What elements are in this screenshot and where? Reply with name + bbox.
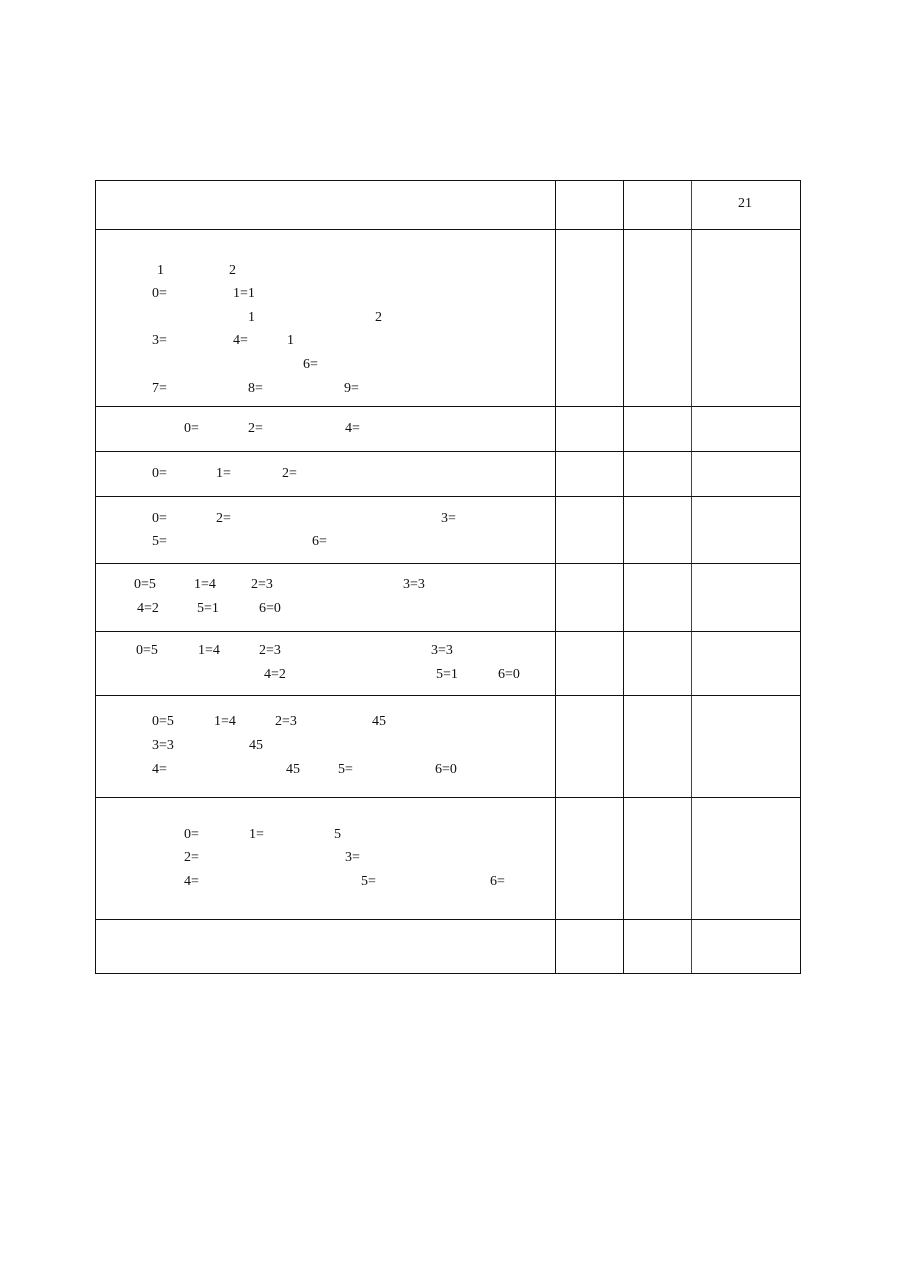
cell-text: 3=	[152, 333, 167, 348]
cell-text: 2=	[184, 850, 199, 865]
cell-text: 3=3	[152, 738, 174, 753]
cell-text: 0=5	[152, 714, 174, 729]
table-row	[96, 496, 800, 563]
cell-text: 4=	[152, 762, 167, 777]
cell-text: 0=	[152, 511, 167, 526]
cell-text: 45	[372, 714, 386, 729]
cell-text: 5=	[361, 874, 376, 889]
cell-text: 1=	[216, 466, 231, 481]
cell-text: 0=	[152, 466, 167, 481]
cell-text: 0=	[184, 827, 199, 842]
score-cell-label: 21	[738, 196, 752, 211]
cell-text: 6=0	[259, 601, 281, 616]
cell-text: 4=	[184, 874, 199, 889]
cell-text: 5=	[338, 762, 353, 777]
cell-text: 3=	[345, 850, 360, 865]
table-row	[96, 563, 800, 631]
cell-text: 1	[287, 333, 294, 348]
cell-text: 1=4	[214, 714, 236, 729]
cell-text: 45	[249, 738, 263, 753]
cell-text: 4=	[345, 421, 360, 436]
cell-text: 1	[157, 263, 164, 278]
table-row	[96, 631, 800, 695]
table-row	[96, 229, 800, 406]
table-row	[96, 451, 800, 496]
cell-text: 2=3	[275, 714, 297, 729]
table-row	[96, 695, 800, 797]
scoring-table	[95, 180, 801, 974]
cell-text: 0=	[152, 286, 167, 301]
cell-text: 1	[248, 310, 255, 325]
cell-text: 4=2	[137, 601, 159, 616]
cell-text: 3=	[441, 511, 456, 526]
cell-text: 4=2	[264, 667, 286, 682]
cell-text: 0=5	[134, 577, 156, 592]
cell-text: 2=	[216, 511, 231, 526]
cell-text: 1=4	[198, 643, 220, 658]
cell-text: 1=4	[194, 577, 216, 592]
cell-text: 7=	[152, 381, 167, 396]
cell-text: 3=3	[403, 577, 425, 592]
cell-text: 2	[375, 310, 382, 325]
cell-text: 0=	[184, 421, 199, 436]
cell-text: 5=	[152, 534, 167, 549]
cell-text: 6=0	[498, 667, 520, 682]
cell-text: 0=5	[136, 643, 158, 658]
table-footer-row	[96, 919, 800, 975]
cell-text: 5=1	[197, 601, 219, 616]
table-row	[96, 797, 800, 919]
cell-text: 6=	[490, 874, 505, 889]
cell-text: 5	[334, 827, 341, 842]
table-row	[96, 406, 800, 451]
cell-text: 1=1	[233, 286, 255, 301]
cell-text: 2=3	[259, 643, 281, 658]
cell-text: 2	[229, 263, 236, 278]
cell-text: 8=	[248, 381, 263, 396]
cell-text: 45	[286, 762, 300, 777]
cell-text: 5=1	[436, 667, 458, 682]
cell-text: 2=3	[251, 577, 273, 592]
cell-text: 9=	[344, 381, 359, 396]
cell-text: 4=	[233, 333, 248, 348]
cell-text: 2=	[248, 421, 263, 436]
table-header-row	[96, 181, 800, 229]
cell-text: 1=	[249, 827, 264, 842]
cell-text: 2=	[282, 466, 297, 481]
cell-text: 6=0	[435, 762, 457, 777]
cell-text: 6=	[303, 357, 318, 372]
cell-text: 3=3	[431, 643, 453, 658]
cell-text: 6=	[312, 534, 327, 549]
